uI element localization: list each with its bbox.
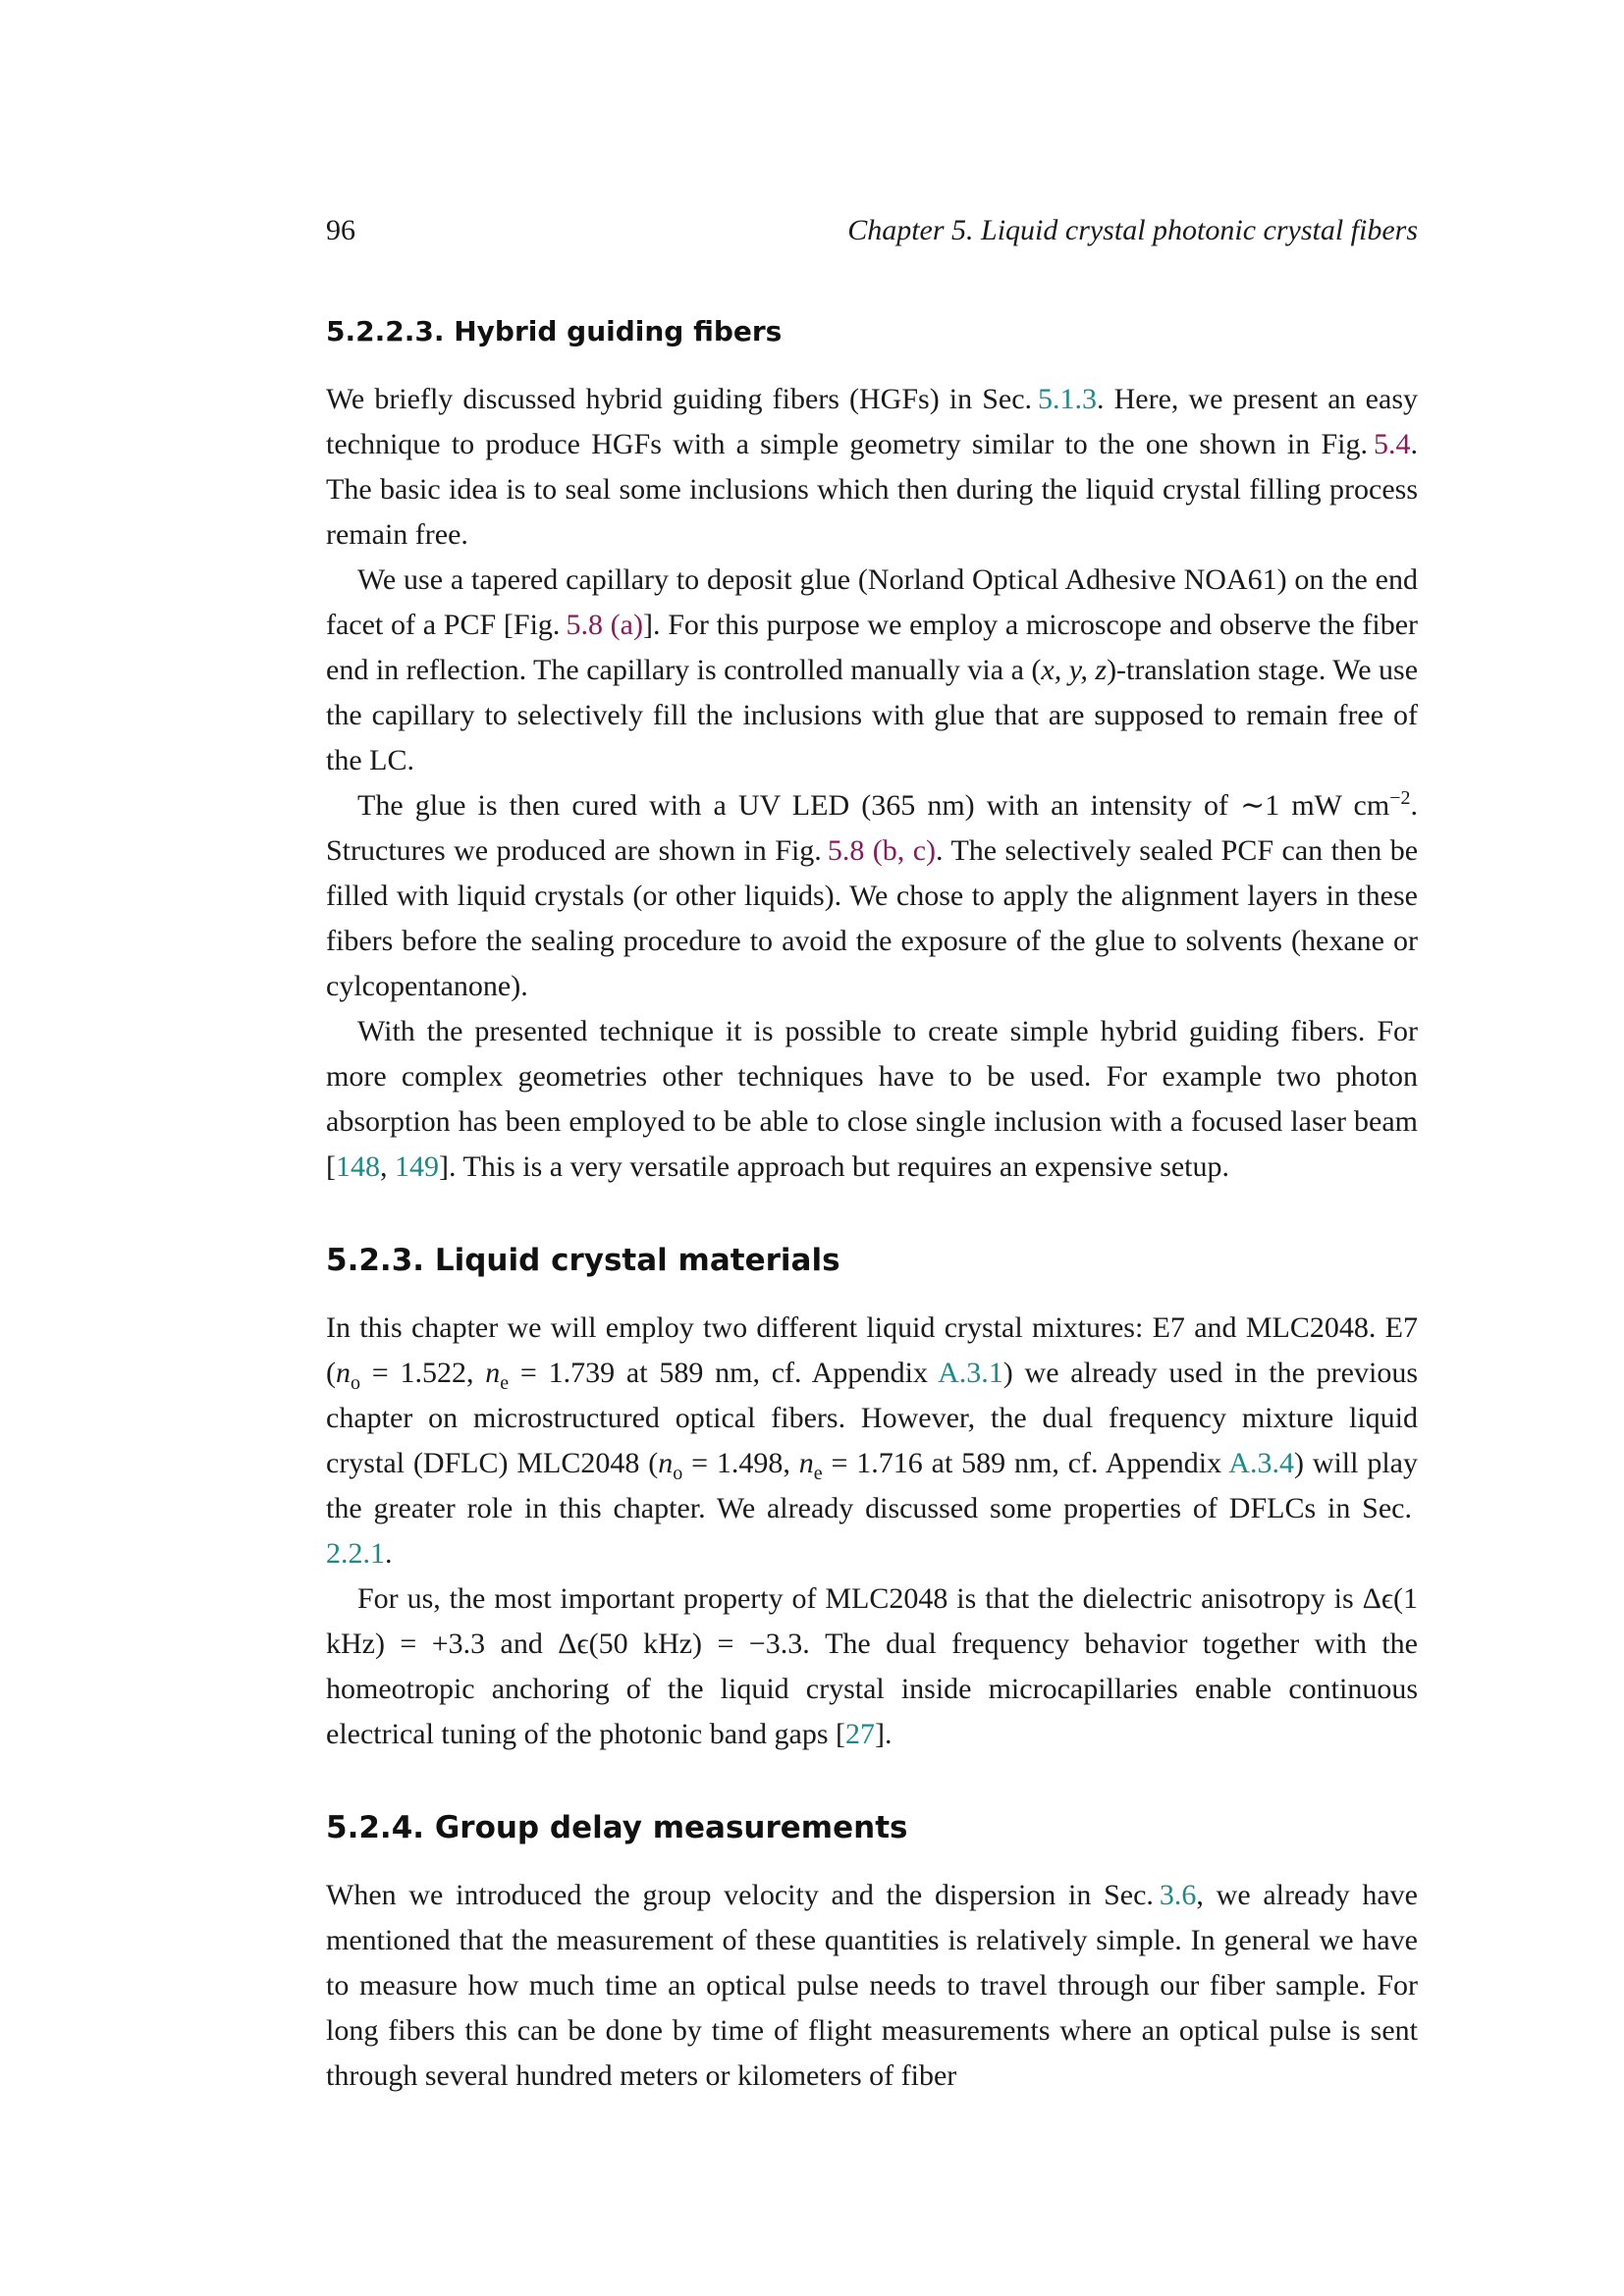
section-heading-524: 5.2.4. Group delay measurements [326,1810,908,1845]
text-run: = 1.498, [682,1447,799,1479]
section-heading-5223: 5.2.2.3. Hybrid guiding fibers [326,315,783,347]
paragraph [326,558,1418,783]
chapter-title: Chapter 5. Liquid crystal photonic crystal fibers [847,214,1418,246]
section-ref-link[interactable]: 3.6 [1159,1879,1197,1911]
text-run: . The basic idea is to seal some inclusions which then during the liquid crystal filling process remain free. [326,428,1418,551]
text-run: We briefly discussed hybrid guiding fibers (HGFs) in Sec. [326,383,1033,415]
subscript: e [500,1372,510,1394]
math-symbol: n [485,1357,501,1389]
section-ref-link[interactable]: 5.1.3 [1038,383,1098,415]
text-run: ]. [875,1718,893,1750]
running-header [326,214,1418,253]
subscript: o [351,1372,360,1394]
math-symbol: n [336,1357,351,1389]
math-coordinates: x, y, z [1041,654,1108,686]
math-symbol: n [658,1447,674,1479]
appendix-ref-link[interactable]: A.3.1 [938,1357,1003,1389]
text-run: ) will play the greater role in this chapter. We already discussed some properties of DFLCs in Sec. [326,1447,1418,1524]
page-body [326,312,1418,2099]
text-run: )-translation stage. We use the capillary to selectively fill the inclusions with glue that are supposed to remain free of the LC. [326,654,1419,776]
text-run: We use a tapered capillary to deposit glue (Norland Optical Adhesive NOA61) on the end facet of a PCF [Fig. [326,563,1418,641]
paragraph [326,1576,1418,1757]
exponent: −2 [1389,787,1411,809]
section-heading-523: 5.2.3. Liquid crystal materials [326,1243,840,1278]
paragraph [326,1306,1418,1576]
text-run: = 1.716 at 589 nm, cf. Appendix [822,1447,1229,1479]
page-number: 96 [326,214,355,246]
text-run: = 1.522, [360,1357,486,1389]
section-ref-link[interactable]: 2.2.1 [326,1537,385,1570]
figure-ref-link[interactable]: 5.8 (b, c) [827,834,937,867]
text-run: . The selectively sealed PCF can then be filled with liquid crystals (or other liquids). We chose to apply the alignment layers in these fibers before the sealing procedure to avoid the exposure of the glue to solvents (hexane or cylcopentanone). [326,834,1419,1002]
text-run: In this chapter we will employ two different liquid crystal mixtures: E7 and MLC2048. E7 ( [326,1311,1418,1389]
citation-link[interactable]: 148 [336,1150,380,1183]
figure-ref-link[interactable]: 5.4 [1374,428,1411,460]
paragraph [326,1009,1418,1190]
text-run: ]. For this purpose we employ a microscope and observe the fiber end in reflection. The capillary is controlled manually via a ( [326,609,1419,686]
text-run: The glue is then cured with a UV LED (365 nm) with an intensity of ∼1 mW cm [357,789,1390,822]
subscript: e [813,1463,823,1484]
text-run: . Structures we produced are shown in Fig. [326,789,1418,867]
text-run: ]. This is a very versatile approach but requires an expensive setup. [439,1150,1230,1183]
figure-ref-link[interactable]: 5.8 (a) [566,609,643,641]
text-run: When we introduced the group velocity and the dispersion in Sec. [326,1879,1154,1911]
text-run: ) we already used in the previous chapter on microstructured optical fibers. However, the dual frequency mixture liquid crystal (DFLC) MLC2048 ( [326,1357,1418,1479]
text-run: With the presented technique it is possible to create simple hybrid guiding fibers. For more complex geometries other techniques have to be used. For example two photon absorption has been employed to be able to close single inclusion with a focused laser beam [ [326,1015,1418,1183]
text-run: = 1.739 at 589 nm, cf. Appendix [509,1357,939,1389]
paragraph [326,783,1418,1009]
subscript: o [673,1463,683,1484]
paragraph [326,1873,1418,2099]
citation-link[interactable]: 27 [845,1718,875,1750]
paragraph [326,377,1418,558]
appendix-ref-link[interactable]: A.3.4 [1228,1447,1294,1479]
separator: , [380,1150,395,1183]
citation-link[interactable]: 149 [395,1150,439,1183]
text-run: , we already have mentioned that the measurement of these quantities is relatively simple. In general we have to measure how much time an optical pulse needs to travel through our fiber sample. For long fibers this can be done by time of flight measurements where an optical pulse is sent through several hundred meters or kilometers of fiber [326,1879,1418,2092]
math-symbol: n [798,1447,814,1479]
text-run: . [385,1537,393,1570]
text-run: For us, the most important property of MLC2048 is that the dielectric anisotropy is Δϵ(1 kHz) = +3.3 and Δϵ(50 kHz) = −3.3. The dual frequency behavior together with the homeotropic anchoring of the liquid crystal inside microcapillaries enable continuous electrical tuning of the photonic band gaps [ [326,1582,1418,1750]
text-run: . Here, we present an easy technique to produce HGFs with a simple geometry similar to the one shown in Fig. [326,383,1418,460]
